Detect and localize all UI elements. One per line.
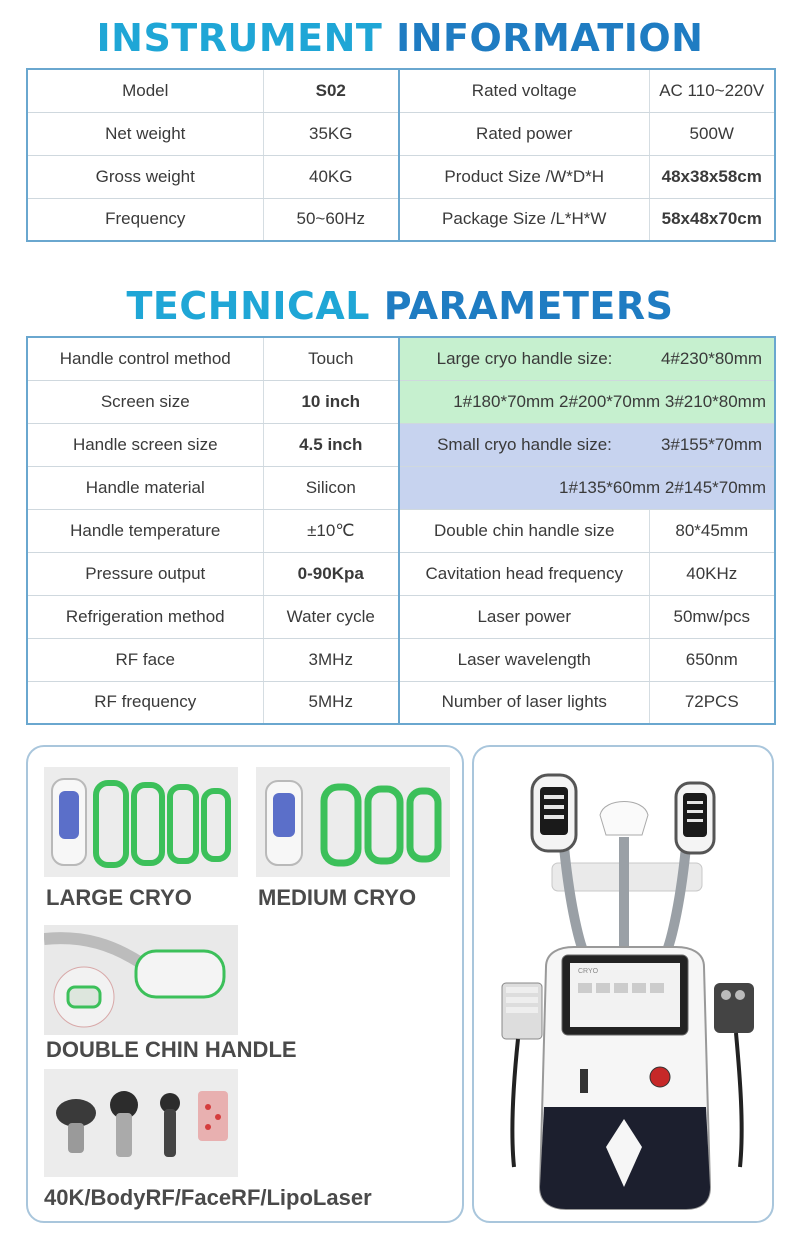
table-row — [27, 466, 775, 509]
spec-value: AC 110~220V — [649, 69, 775, 112]
spec-value: 50~60Hz — [263, 198, 399, 241]
table-row — [27, 155, 775, 198]
table-row — [27, 112, 775, 155]
spec-key: Handle screen size — [27, 423, 263, 466]
spec-value: 58x48x70cm — [649, 198, 775, 241]
spec-value: Water cycle — [263, 595, 399, 638]
handles-gallery-panel — [26, 745, 464, 1223]
spec-key: Rated voltage — [399, 69, 649, 112]
spec-value: 80*45mm — [649, 509, 775, 552]
spec-key: Number of laser lights — [399, 681, 649, 724]
spec-value: 40KHz — [649, 552, 775, 595]
medium-cryo-caption: MEDIUM CRYO — [258, 885, 417, 910]
table-row — [27, 638, 775, 681]
spec-key: Handle temperature — [27, 509, 263, 552]
spec-key: Pressure output — [27, 552, 263, 595]
spec-key: Net weight — [27, 112, 263, 155]
accessories-photo — [44, 1069, 238, 1177]
machine-photo-panel — [472, 745, 774, 1223]
spec-value: 650nm — [649, 638, 775, 681]
spec-value: 4#230*80mm — [649, 337, 775, 380]
spec-key: RF face — [27, 638, 263, 681]
accessories-caption: 40K/BodyRF/FaceRF/LipoLaser — [44, 1185, 372, 1210]
spec-value: 4.5 inch — [263, 423, 399, 466]
medium-cryo-photo — [256, 767, 450, 877]
instrument-information-title: INSTRUMENT INFORMATION — [96, 16, 704, 60]
spec-key: Model — [27, 69, 263, 112]
spec-value: 35KG — [263, 112, 399, 155]
spec-key: Cavitation head frequency — [399, 552, 649, 595]
table-row — [27, 552, 775, 595]
table-row — [27, 423, 775, 466]
spec-value: 72PCS — [649, 681, 775, 724]
table-row — [27, 337, 775, 380]
spec-key: Large cryo handle size: — [399, 337, 649, 380]
spec-key: Laser power — [399, 595, 649, 638]
large-cryo-caption: LARGE CRYO — [46, 885, 192, 910]
spec-key: RF frequency — [27, 681, 263, 724]
machine-illustration — [474, 747, 772, 1221]
spec-value: 3MHz — [263, 638, 399, 681]
table-row — [27, 509, 775, 552]
spec-value: 0-90Kpa — [263, 552, 399, 595]
spec-key: Double chin handle size — [399, 509, 649, 552]
spec-key: Small cryo handle size: — [399, 423, 649, 466]
spec-value: 500W — [649, 112, 775, 155]
spec-key: Laser wavelength — [399, 638, 649, 681]
spec-key: Refrigeration method — [27, 595, 263, 638]
double-chin-caption: DOUBLE CHIN HANDLE — [46, 1037, 297, 1062]
technical-parameters-table — [26, 336, 776, 725]
spec-value: 40KG — [263, 155, 399, 198]
spec-key: Frequency — [27, 198, 263, 241]
table-row — [27, 69, 775, 112]
spec-key: Rated power — [399, 112, 649, 155]
double-chin-photo — [44, 925, 238, 1035]
spec-value: Silicon — [263, 466, 399, 509]
spec-value: 50mw/pcs — [649, 595, 775, 638]
spec-value: 5MHz — [263, 681, 399, 724]
spec-value: 1#135*60mm 2#145*70mm — [399, 466, 775, 509]
table-row — [27, 198, 775, 241]
spec-value: S02 — [263, 69, 399, 112]
spec-key: Gross weight — [27, 155, 263, 198]
spec-value: 10 inch — [263, 380, 399, 423]
spec-key: Package Size /L*H*W — [399, 198, 649, 241]
screen-label: CRYO — [578, 968, 599, 975]
spec-value: 1#180*70mm 2#200*70mm 3#210*80mm — [399, 380, 775, 423]
technical-parameters-title: TECHNICAL PARAMETERS — [126, 284, 674, 328]
spec-value: Touch — [263, 337, 399, 380]
spec-key: Handle material — [27, 466, 263, 509]
instrument-information-table — [26, 68, 776, 242]
spec-value: ±10℃ — [263, 509, 399, 552]
spec-value: 48x38x58cm — [649, 155, 775, 198]
table-row — [27, 595, 775, 638]
table-row — [27, 681, 775, 724]
spec-key: Handle control method — [27, 337, 263, 380]
spec-value: 3#155*70mm — [649, 423, 775, 466]
table-row — [27, 380, 775, 423]
spec-key: Product Size /W*D*H — [399, 155, 649, 198]
spec-key: Screen size — [27, 380, 263, 423]
large-cryo-photo — [44, 767, 238, 877]
